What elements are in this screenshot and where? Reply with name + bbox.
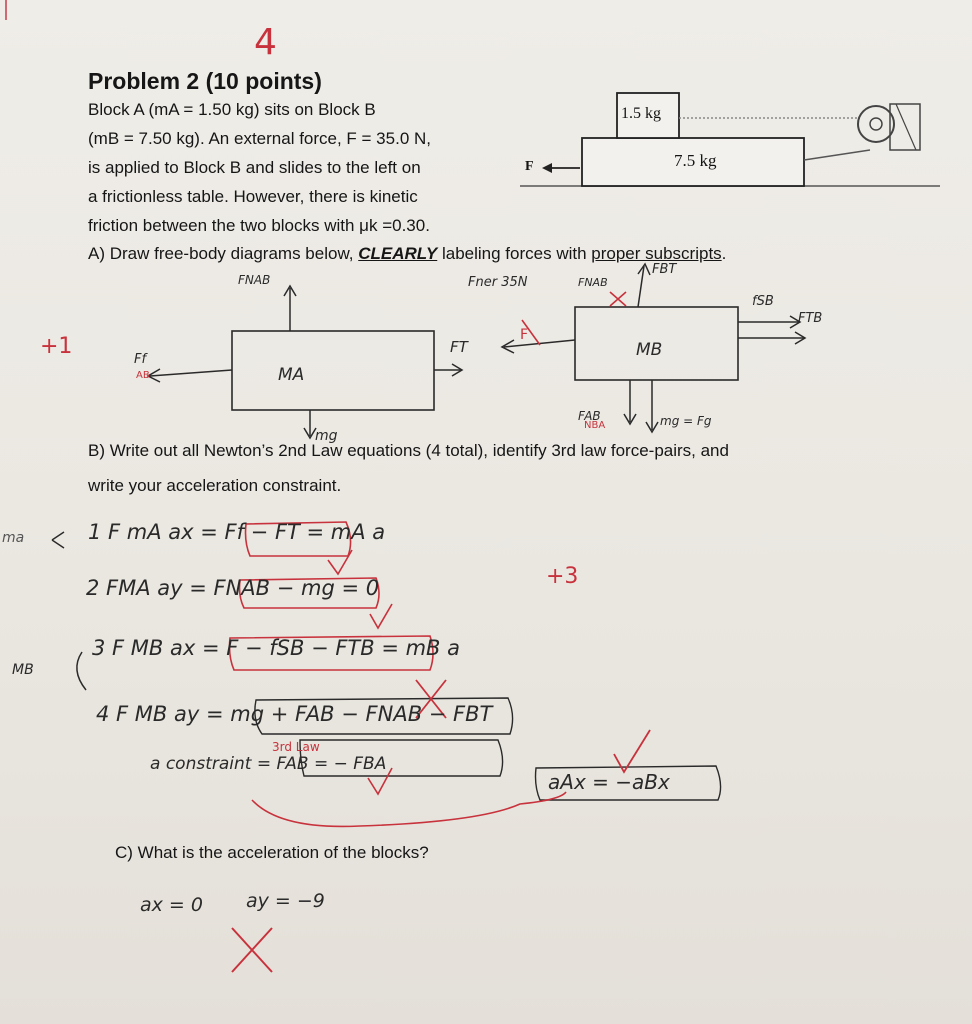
problem-line-3: is applied to Block B and slides to the left on [88,158,421,177]
part-c-answer-y: ay = −9 [246,890,325,912]
part-c-answer-x: ax = 0 [140,894,203,916]
fbd-a-weight-label: mg [315,428,338,444]
equations-score: +3 [546,564,579,589]
fbd-b-fab-label: FAB [578,409,601,423]
fbd-a-normal-label: FNAB [238,273,271,287]
applied-force-label: F [525,159,534,174]
mb-side-label: MB [12,662,34,678]
fbd-b-applied-label: Fner 35N [468,275,528,290]
force-pair-constraint: a constraint = FAB = − FBA [150,754,387,774]
part-c-wrong-mark [900,980,901,981]
part-c-question: C) What is the acceleration of the blocks? [115,843,429,862]
block-a-mass-label: 1.5 kg [621,105,661,122]
fbd-b-fab-sub: NBA [584,420,606,431]
part-b-line-2: write your acceleration constraint. [88,476,342,495]
fbd-a-friction-sub: AB [136,370,150,381]
fbd-block-a [232,331,434,410]
fbd-b-normal-ab-label: FNAB [578,276,608,289]
block-b-mass-label: 7.5 kg [674,151,717,170]
problem-title: Problem 2 (10 points) [88,68,322,94]
fbd-a-tension-label: FT [450,338,468,356]
problem-line-2: (mB = 7.50 kg). An external force, F = 35.0 N, [88,129,431,148]
problem-line-1: Block A (mA = 1.50 kg) sits on Block B [88,100,376,119]
ma-side-label: ma [2,530,25,546]
fbd-b-tension-bt-label: FBT [652,262,677,277]
equation-1: 1 F mA ax = Ff − FT = mA a [88,520,386,544]
acceleration-constraint: aAx = −aBx [548,770,670,794]
problem-line-5: friction between the two blocks with μk =0.30. [88,216,430,235]
equation-3: 3 F MB ax = F − fSB − FTB = mB a [92,636,461,660]
problem-line-4: a frictionless table. However, there is kinetic [88,187,418,206]
fbd-b-friction-label: fSB [752,294,774,309]
score-mark: 4 [254,22,277,63]
equation-2: 2 FMA ay = FNAB − mg = 0 [86,576,380,600]
fbd-b-tension-tb-label: FTB [798,311,823,326]
part-a-instruction: A) Draw free-body diagrams below, CLEARLY labeling forces with proper subscripts. [88,244,727,263]
pulley-figure [858,106,894,142]
fbd-b-block-label: MB [636,340,663,360]
part-b-line-1: B) Write out all Newton’s 2nd Law equations (4 total), identify 3rd law force-pairs, and [88,441,729,460]
equation-4: 4 F MB ay = mg + FAB − FNAB − FBT [96,702,493,726]
third-law-note: 3rd Law [272,740,320,754]
fbd-score: +1 [40,334,73,359]
fbd-b-applied-arrow-label: F [520,327,529,343]
fbd-a-friction-label: Ff [134,352,147,367]
fbd-a-block-label: MA [278,365,305,385]
fbd-b-weight-label: mg = Fg [660,414,712,428]
